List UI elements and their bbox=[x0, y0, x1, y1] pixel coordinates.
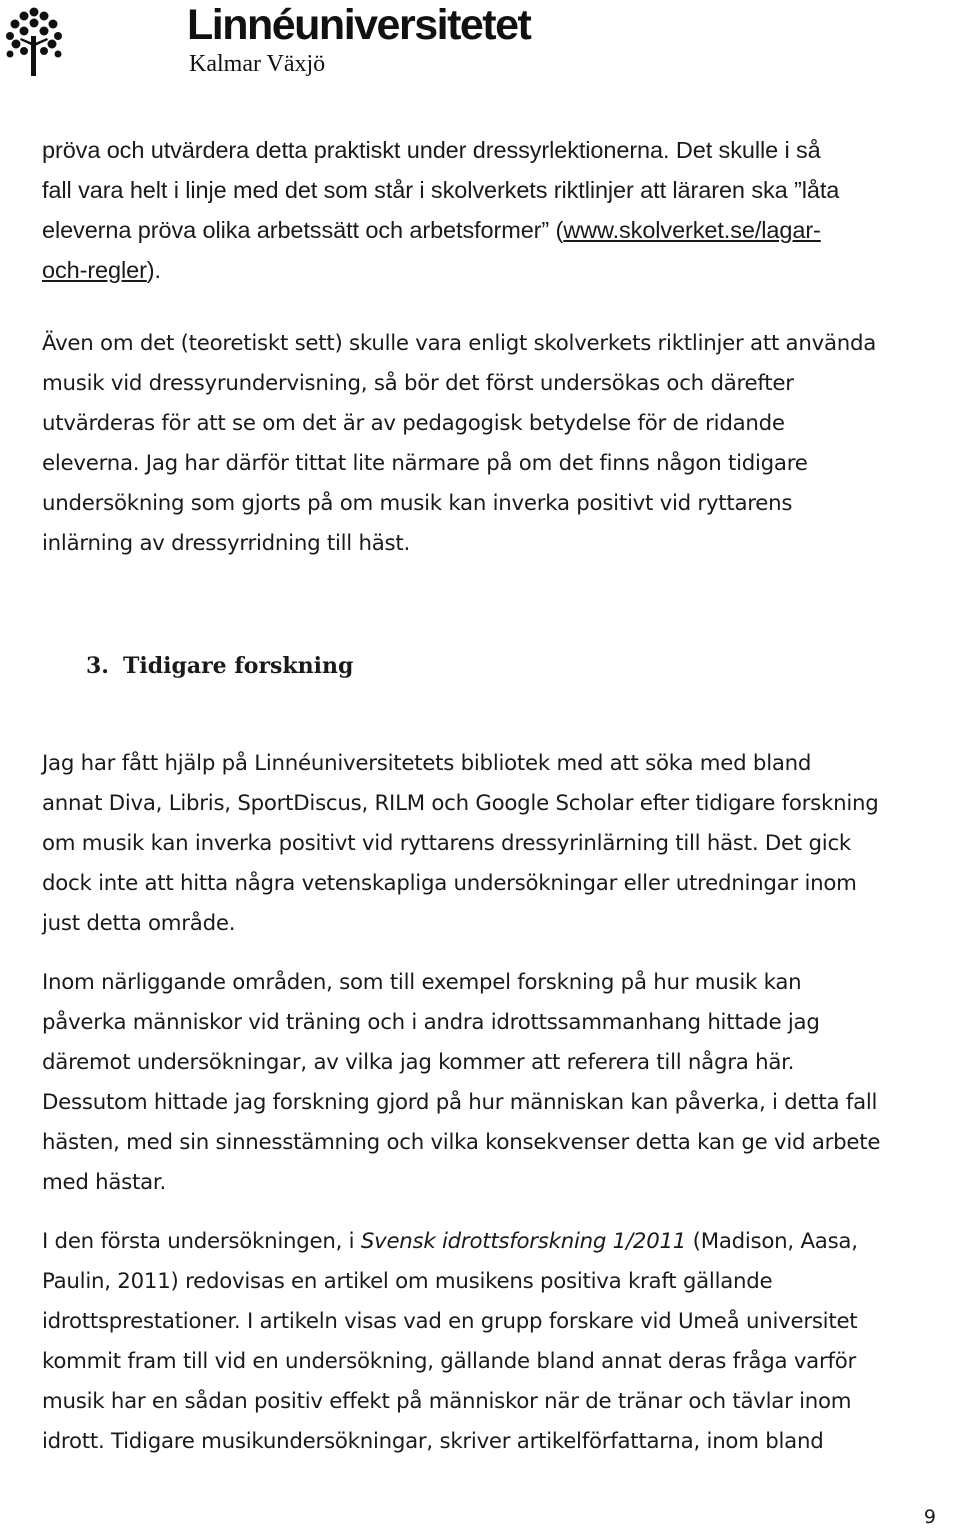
text-line: Dessutom hittade jag forskning gjord på hur människan kan påverka, i detta fall bbox=[42, 1090, 878, 1115]
page-number: 9 bbox=[923, 1506, 936, 1528]
paragraph-2 bbox=[42, 324, 960, 564]
text-line: undersökning som gjorts på om musik kan inverka positivt vid ryttarens bbox=[42, 491, 793, 516]
text-line: däremot undersökningar, av vilka jag kommer att referera till några här. bbox=[42, 1050, 795, 1075]
text-line bbox=[42, 1222, 960, 1262]
text-line: inlärning av dressyrridning till häst. bbox=[42, 531, 410, 556]
paragraph-3 bbox=[42, 744, 960, 944]
text-run: eleverna pröva olika arbetssätt och arbetsformer” ( bbox=[42, 217, 564, 243]
text-line: om musik kan inverka positivt vid ryttarens dressyrinlärning till häst. Det gick bbox=[42, 831, 851, 856]
paragraph-4 bbox=[42, 963, 960, 1203]
section-heading bbox=[86, 646, 353, 686]
text-line: fall vara helt i linje med det som står i skolverkets riktlinjer att läraren ska ”låta bbox=[42, 177, 840, 203]
text-line: eleverna. Jag har därför tittat lite närmare på om det finns någon tidigare bbox=[42, 451, 808, 476]
logo-name: Linnéuniversitetet bbox=[187, 1, 531, 49]
text-line: dock inte att hitta några vetenskapliga undersökningar eller utredningar inom bbox=[42, 871, 857, 896]
paragraph-1 bbox=[42, 130, 960, 290]
text-line: just detta område. bbox=[42, 911, 236, 936]
text-line bbox=[42, 210, 960, 250]
journal-title: Svensk idrottsforskning 1/2011 bbox=[360, 1229, 687, 1254]
logo-subtitle: Kalmar Växjö bbox=[189, 51, 326, 77]
text-run: I den första undersökningen, i bbox=[42, 1229, 361, 1254]
text-line: musik har en sådan positiv effekt på människor när de tränar och tävlar inom bbox=[42, 1389, 852, 1414]
text-line: Inom närliggande områden, som till exempel forskning på hur musik kan bbox=[42, 970, 802, 995]
text-run: (Madison, Aasa, bbox=[686, 1229, 858, 1254]
text-line: utvärderas för att se om det är av pedagogisk betydelse för de ridande bbox=[42, 411, 785, 436]
university-logo bbox=[4, 2, 604, 82]
text-line: annat Diva, Libris, SportDiscus, RILM och Google Scholar efter tidigare forskning bbox=[42, 791, 879, 816]
text-line: Även om det (teoretiskt sett) skulle vara enligt skolverkets riktlinjer att använda bbox=[42, 331, 877, 356]
text-line: Paulin, 2011) redovisas en artikel om musikens positiva kraft gällande bbox=[42, 1269, 773, 1294]
text-line: påverka människor vid träning och i andra idrottssammanhang hittade jag bbox=[42, 1010, 820, 1035]
text-line: med hästar. bbox=[42, 1170, 167, 1195]
text-line: pröva och utvärdera detta praktiskt under dressyrlektionerna. Det skulle i så bbox=[42, 137, 821, 163]
skolverket-link-cont[interactable]: och-regler bbox=[42, 257, 147, 283]
section-title: Tidigare forskning bbox=[122, 653, 354, 679]
text-line: musik vid dressyrundervisning, så bör det först undersökas och därefter bbox=[42, 371, 794, 396]
text-line: idrottsprestationer. I artikeln visas vad en grupp forskare vid Umeå universitet bbox=[42, 1309, 858, 1334]
text-line: idrott. Tidigare musikundersökningar, skriver artikelförfattarna, inom bland bbox=[42, 1429, 824, 1454]
text-line bbox=[42, 250, 960, 290]
text-run: ). bbox=[146, 257, 161, 283]
text-line: hästen, med sin sinnesstämning och vilka konsekvenser detta kan ge vid arbete bbox=[42, 1130, 881, 1155]
tree-logo-icon bbox=[4, 6, 64, 78]
paragraph-5 bbox=[42, 1222, 960, 1462]
text-line: kommit fram till vid en undersökning, gällande bland annat deras fråga varför bbox=[42, 1349, 857, 1374]
section-number: 3. bbox=[86, 653, 109, 679]
skolverket-link[interactable]: www.skolverket.se/lagar- bbox=[563, 217, 821, 243]
text-line: Jag har fått hjälp på Linnéuniversitetets bibliotek med att söka med bland bbox=[42, 751, 812, 776]
